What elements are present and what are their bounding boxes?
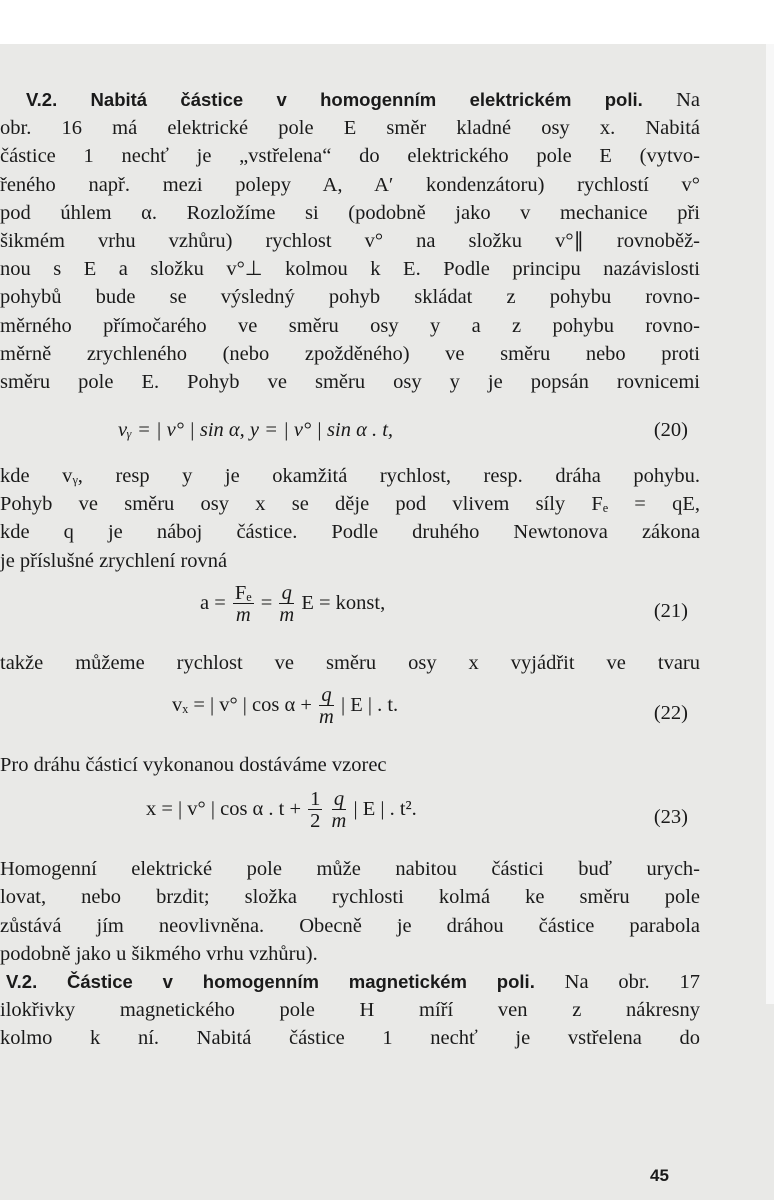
equation-23-body <box>146 789 417 832</box>
section-1-body <box>0 114 700 396</box>
section-1-heading-line <box>0 86 700 114</box>
text-line: lovat, nebo brzdit; složka rychlosti kolmá ke směru pole <box>0 886 700 909</box>
text-line: nou s E a složku v°⊥ kolmou k E. Podle principu nazávislosti <box>0 258 700 281</box>
text-line: šikmém vrhu vzhůru) rychlost v° na složku v°∥ rovnoběž- <box>0 229 700 252</box>
eq22-f-num: q <box>319 685 334 706</box>
equation-20-number: (20) <box>653 419 688 442</box>
section-2-heading-line <box>0 968 700 996</box>
paragraph-after-23 <box>0 855 700 968</box>
section-1-heading-tail: Na <box>676 89 700 111</box>
eq21-f1-num: Fₑ <box>234 581 252 604</box>
equation-21-number: (21) <box>653 599 688 622</box>
eq23-f2-den: m <box>331 810 347 833</box>
text-line: pod úhlem α. Rozložíme si (podobně jako v mechanice při <box>0 201 700 224</box>
text-line: měrného přímočarého ve směru osy y a z pohybu rovno- <box>0 314 700 337</box>
eq21-f2-den: m <box>279 603 295 626</box>
eq21-f1-den: m <box>235 603 251 626</box>
eq23-lhs: x = | v° | cos α . t + <box>146 798 302 821</box>
eq23-fraction-2 <box>332 789 347 832</box>
eq22-fraction <box>319 685 334 728</box>
eq23-fraction-1 <box>308 789 322 832</box>
text-line: je příslušné zrychlení rovná <box>0 549 228 572</box>
eq21-lhs: a = <box>200 592 226 615</box>
text-line: pohybů bude se výsledný pohyb skládat z pohybu rovno- <box>0 286 700 309</box>
equation-20 <box>0 402 700 462</box>
paragraph-after-20 <box>0 462 700 575</box>
eq22-f-den: m <box>319 706 334 728</box>
eq21-fraction-1 <box>233 583 254 626</box>
text-line: kde vᵧ, resp y je okamžitá rychlost, resp. dráha pohybu. <box>0 465 700 488</box>
text-line: podobně jako u šikmého vrhu vzhůru). <box>0 942 318 965</box>
page-edge <box>766 44 774 1004</box>
equation-22-body <box>172 685 398 728</box>
eq21-eq: = <box>260 592 273 615</box>
page-text <box>0 86 700 1053</box>
eq21-rhs: E = konst, <box>301 592 386 615</box>
eq21-f2-num: q <box>279 583 294 604</box>
text-line: ilokřivky magnetického pole H míří ven z nákresny <box>0 999 700 1022</box>
top-margin <box>0 0 774 44</box>
equation-21-body <box>200 583 385 626</box>
eq23-f2-num: q <box>332 789 347 810</box>
text-line: řeného např. mezi polepy A, A′ kondenzátoru) rychlostí v° <box>0 173 700 196</box>
equation-22 <box>0 677 700 751</box>
equation-23-number: (23) <box>653 806 688 829</box>
equation-21 <box>0 575 700 649</box>
text-line: zůstává jím neovlivněna. Obecně je dráhou částice parabola <box>0 914 700 937</box>
text-line: obr. 16 má elektrické pole E směr kladné osy x. Nabitá <box>0 117 700 140</box>
equation-20-body: vᵧ = | v° | sin α, y = | v° | sin α . t, <box>118 419 394 442</box>
paragraph-after-22: Pro dráhu částicí vykonanou dostáváme vzorec <box>0 754 387 776</box>
text-line: směru pole E. Pohyb ve směru osy y je popsán rovnicemi <box>0 370 700 393</box>
text-line: měrně zrychleného (nebo zpožděného) ve směru nebo proti <box>0 342 700 365</box>
equation-23 <box>0 779 700 855</box>
text-line: Pohyb ve směru osy x se děje pod vlivem síly Fₑ = qE, <box>0 493 700 516</box>
eq22-rhs: | E | . t. <box>340 694 399 717</box>
section-2-heading-tail: Na obr. 17 <box>564 970 700 993</box>
eq23-f1-num: 1 <box>310 788 321 811</box>
section-2-heading: V.2. Částice v homogenním magnetickém poli. <box>6 970 535 992</box>
text-line: kolmo k ní. Nabitá částice 1 nechť je vstřelena do <box>0 1027 700 1050</box>
equation-22-number: (22) <box>653 702 688 724</box>
eq21-fraction-2 <box>279 583 294 626</box>
page-number: 45 <box>650 1166 669 1185</box>
eq23-rhs: | E | . t². <box>353 798 417 821</box>
section-2-body <box>0 996 700 1052</box>
paragraph-after-21: takže můžeme rychlost ve směru osy x vyjádřit ve tvaru <box>0 651 700 674</box>
text-line: Homogenní elektrické pole může nabitou částici buď urych- <box>0 858 700 881</box>
text-line: kde q je náboj částice. Podle druhého Newtonova zákona <box>0 521 700 544</box>
section-1-heading: V.2. Nabitá částice v homogenním elektrickém poli. <box>26 89 643 110</box>
eq23-f1-den: 2 <box>310 810 321 833</box>
text-line: částice 1 nechť je „vstřelena“ do elektrického pole E (vytvo- <box>0 145 700 168</box>
eq22-lhs: vₓ = | v° | cos α + <box>172 694 312 717</box>
